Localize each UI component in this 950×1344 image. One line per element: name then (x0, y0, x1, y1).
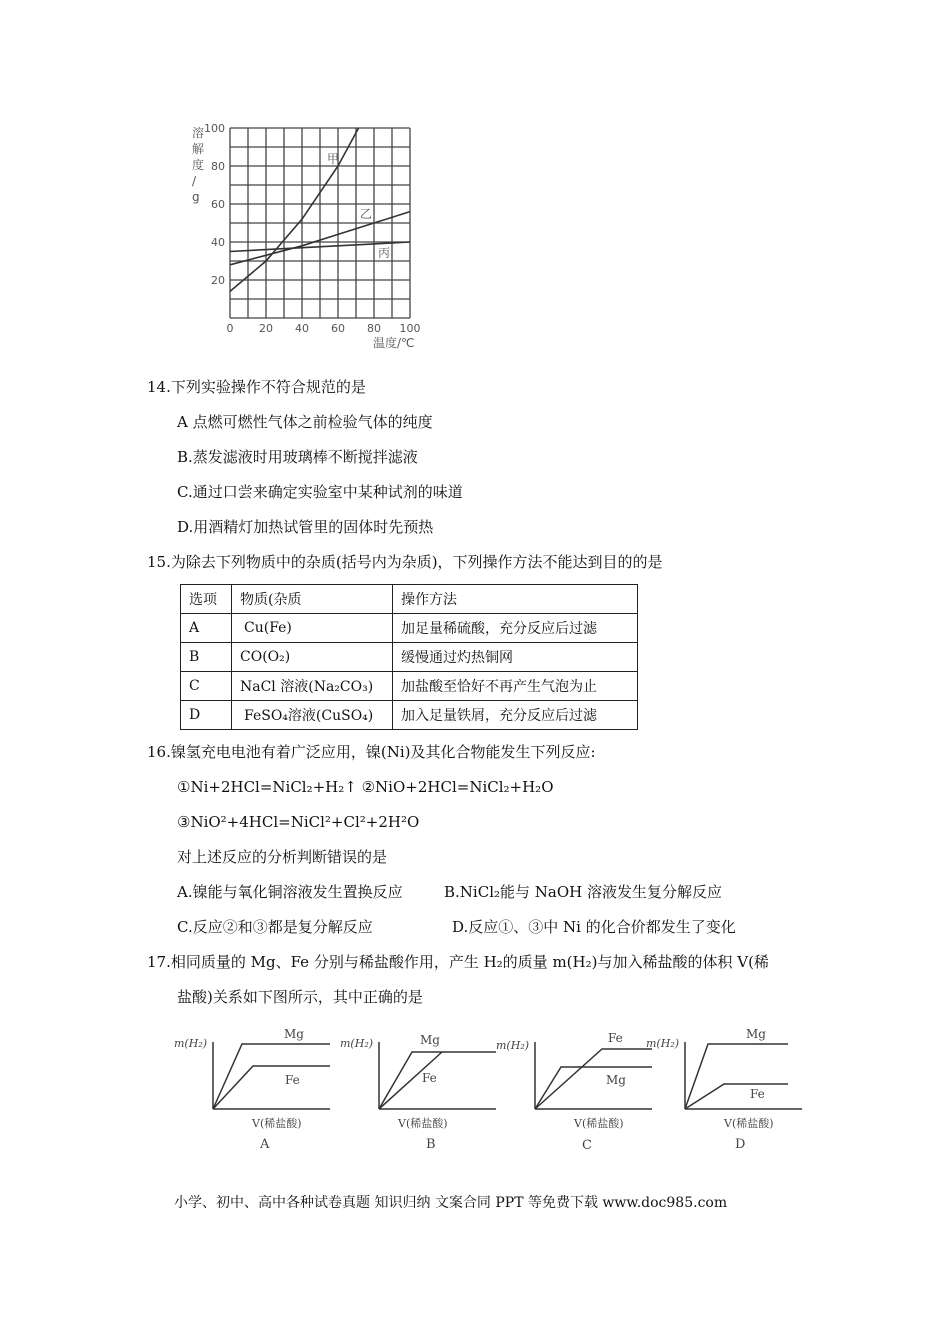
table-row (181, 672, 638, 701)
series-line-0 (230, 128, 359, 291)
x-tick-label: 0 (226, 322, 234, 335)
x-tick-label: 20 (259, 322, 273, 335)
x-tick-label: 100 (399, 322, 421, 335)
graph-b-letter: B (426, 1137, 436, 1152)
chart-x-label: 温度/℃ (373, 336, 415, 350)
q14-option-a: A 点燃可燃性气体之前检验气体的纯度 (177, 413, 433, 431)
q16-option-d: D.反应①、③中 Ni 的化合价都发生了变化 (452, 918, 736, 936)
table-header-row (181, 585, 638, 614)
graph-b-upper-curve (379, 1052, 496, 1109)
graph-b (340, 1033, 496, 1152)
chart-y-label-3: 度 (192, 158, 205, 172)
table-cell-method: 缓慢通过灼热铜网 (393, 643, 638, 672)
q17-stem-line1: 17.相同质量的 Mg、Fe 分别与稀盐酸作用，产生 H₂的质量 m(H₂)与加入稀盐酸的体积 V(稀 (147, 953, 769, 971)
page-footer: 小学、初中、高中各种试卷真题 知识归纳 文案合同 PPT 等免费下载 www.doc985.com (174, 1195, 728, 1211)
q16-reactions-line1: ①Ni+2HCl=NiCl₂+H₂↑ ②NiO+2HCl=NiCl₂+H₂O (177, 778, 554, 796)
chart-y-label-2: 解 (192, 142, 205, 156)
q16-option-b: B.NiCl₂能与 NaOH 溶液发生复分解反应 (444, 883, 722, 901)
table-cell-method: 加盐酸至恰好不再产生气泡为止 (393, 672, 638, 701)
graph-a (174, 1027, 330, 1152)
graph-c (496, 1031, 652, 1153)
table-header-method: 操作方法 (393, 585, 638, 614)
table-row (181, 643, 638, 672)
graph-c-lower-curve (535, 1067, 652, 1109)
x-tick-label: 40 (295, 322, 309, 335)
table-cell-substance: NaCl 溶液(Na₂CO₃) (232, 672, 393, 701)
graph-d (646, 1027, 802, 1152)
y-tick-label: 100 (204, 122, 225, 135)
y-tick-label: 80 (211, 160, 225, 173)
graph-c-upper-curve (535, 1049, 652, 1109)
table-row (181, 614, 638, 643)
chart-y-label-1: 溶 (192, 126, 205, 140)
graph-a-ylabel: m(H₂) (174, 1037, 208, 1050)
graph-c-ylabel: m(H₂) (496, 1039, 530, 1052)
table-cell-method: 加足量稀硫酸，充分反应后过滤 (393, 614, 638, 643)
solubility-chart (180, 115, 450, 355)
graph-d-upper-label: Mg (746, 1027, 766, 1041)
q14-stem: 14.下列实验操作不符合规范的是 (147, 378, 366, 396)
graph-d-lower-label: Fe (750, 1087, 765, 1101)
q16-prompt: 对上述反应的分析判断错误的是 (177, 848, 388, 866)
graph-a-lower-label: Fe (285, 1073, 300, 1087)
graph-c-lower-label: Mg (606, 1073, 626, 1087)
graph-d-ylabel: m(H₂) (646, 1037, 680, 1050)
graph-d-lower-curve (685, 1084, 788, 1109)
series-label-yi: 乙 (360, 207, 373, 221)
graph-b-upper-label: Mg (420, 1033, 440, 1047)
table-cell-substance: Cu(Fe) (232, 614, 393, 643)
x-tick-label: 60 (331, 322, 345, 335)
table-cell-method: 加入足量铁屑，充分反应后过滤 (393, 701, 638, 730)
table-cell-substance: FeSO₄溶液(CuSO₄) (232, 701, 393, 730)
graph-c-xlabel: V(稀盐酸) (574, 1117, 624, 1130)
graph-b-lower-label: Fe (422, 1071, 437, 1085)
graph-a-upper-label: Mg (284, 1027, 304, 1041)
table-row (181, 701, 638, 730)
q14-option-c: C.通过口尝来确定实验室中某种试剂的味道 (177, 483, 463, 501)
q16-stem: 16.镍氢充电电池有着广泛应用，镍(Ni)及其化合物能发生下列反应: (147, 743, 596, 761)
series-label-bing: 丙 (378, 246, 391, 260)
table-cell-option: A (181, 614, 232, 643)
graph-a-lower-curve (213, 1066, 330, 1109)
chart-grid (230, 128, 410, 318)
q14-option-d: D.用酒精灯加热试管里的固体时先预热 (177, 518, 434, 536)
q15-table (180, 584, 638, 730)
table-cell-substance: CO(O₂) (232, 643, 393, 672)
table-cell-option: B (181, 643, 232, 672)
q17-stem-line2: 盐酸)关系如下图所示，其中正确的是 (177, 988, 423, 1006)
chart-y-label-5: g (192, 190, 200, 204)
graph-b-ylabel: m(H₂) (340, 1037, 374, 1050)
y-tick-label: 60 (211, 198, 225, 211)
chart-y-label-4: / (192, 174, 197, 188)
q16-option-a: A.镍能与氧化铜溶液发生置换反应 (177, 883, 403, 901)
table-header-option: 选项 (181, 585, 232, 614)
y-tick-label: 20 (211, 274, 225, 287)
graph-a-xlabel: V(稀盐酸) (252, 1117, 302, 1130)
graph-a-letter: A (260, 1137, 270, 1152)
q16-option-c: C.反应②和③都是复分解反应 (177, 918, 373, 936)
graph-c-upper-label: Fe (608, 1031, 623, 1045)
graph-d-letter: D (735, 1137, 746, 1152)
table-cell-option: D (181, 701, 232, 730)
x-tick-label: 80 (367, 322, 381, 335)
table-header-substance: 物质(杂质 (232, 585, 393, 614)
y-tick-label: 40 (211, 236, 225, 249)
q16-reactions-line2: ③NiO²+4HCl=NiCl²+Cl²+2H²O (177, 813, 420, 831)
graph-d-xlabel: V(稀盐酸) (724, 1117, 774, 1130)
q17-graphs (160, 1022, 820, 1162)
graph-a-upper-curve (213, 1044, 330, 1109)
q15-stem: 15.为除去下列物质中的杂质(括号内为杂质)，下列操作方法不能达到目的的是 (147, 553, 663, 571)
graph-c-letter: C (582, 1138, 592, 1153)
graph-b-xlabel: V(稀盐酸) (398, 1117, 448, 1130)
table-cell-option: C (181, 672, 232, 701)
series-label-jia: 甲 (327, 152, 340, 166)
q14-option-b: B.蒸发滤液时用玻璃棒不断搅拌滤液 (177, 448, 418, 466)
